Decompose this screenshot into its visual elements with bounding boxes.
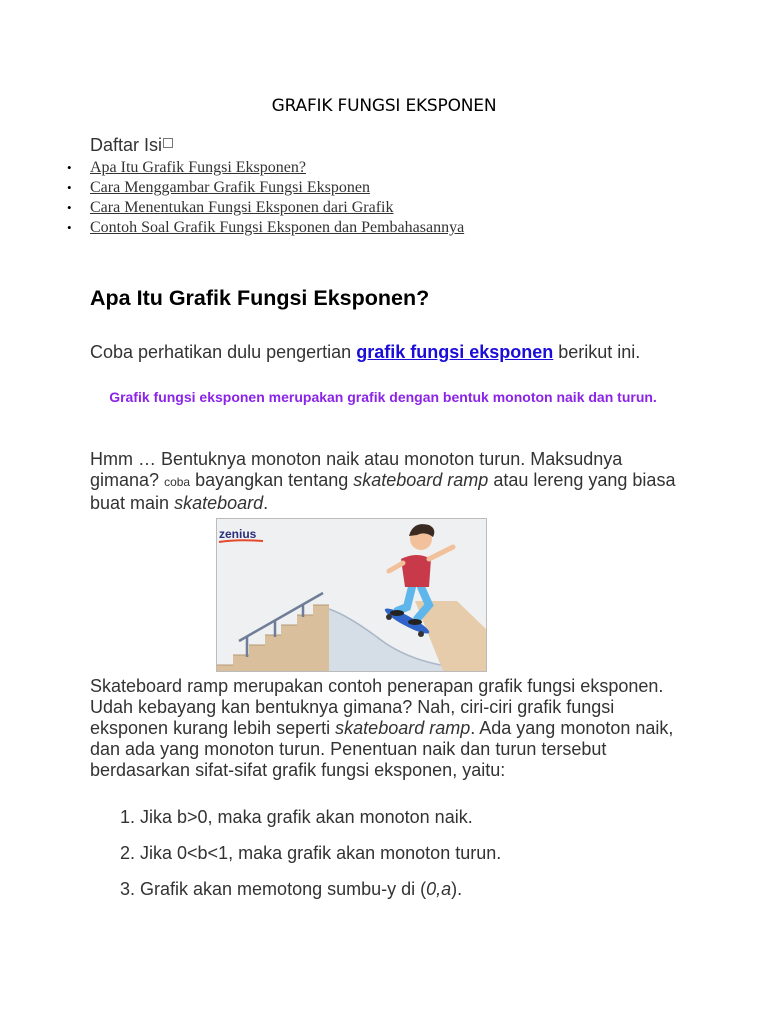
toc-toggle-icon[interactable] [163, 138, 173, 148]
list-item [90, 806, 501, 842]
p2-text-c: atau lereng yang biasa buat main [90, 470, 676, 513]
list-item-number: 2. [119, 843, 135, 863]
toc-link-cara-menggambar[interactable]: Cara Menggambar Grafik Fungsi Eksponen [90, 179, 370, 196]
document-title: GRAFIK FUNGSI EKSPONEN [271, 96, 497, 116]
toc-link-apa-itu[interactable]: Apa Itu Grafik Fungsi Eksponen? [90, 159, 306, 176]
explanation-paragraph [90, 449, 680, 514]
toc-item [90, 198, 464, 218]
list-item-text-before: Grafik akan memotong sumbu-y di ( [140, 879, 427, 899]
p3-emphasis-ramp: skateboard ramp [335, 718, 471, 738]
toc-item [90, 158, 464, 178]
p3-text-b: . Ada yang monoton naik, dan ada yang monoton turun. Penentuan naik dan turun tersebut berdasarkan sifat-sifat grafik fungsi eksponen, yaitu: [90, 718, 674, 780]
list-item-number: 3. [119, 879, 135, 899]
grafik-fungsi-eksponen-link[interactable]: grafik fungsi eksponen [356, 342, 554, 362]
toc-link-cara-menentukan[interactable]: Cara Menentukan Fungsi Eksponen dari Grafik [90, 199, 394, 216]
toc-item [90, 178, 464, 198]
list-item [90, 878, 501, 914]
intro-paragraph [90, 342, 680, 363]
list-item-text: Jika b>0, maka grafik akan monoton naik. [140, 807, 473, 827]
intro-text-before: Coba perhatikan dulu pengertian [90, 342, 357, 362]
p2-text-a: Hmm … Bentuknya monoton naik atau monoton turun. Maksudnya gimana? [90, 449, 623, 490]
skateboard-ramp-image [216, 518, 487, 672]
list-item [90, 842, 501, 878]
skateboard-illustration [217, 519, 486, 671]
table-of-contents [90, 158, 464, 238]
properties-list [90, 806, 501, 914]
list-item-text: Jika 0<b<1, maka grafik akan monoton turun. [140, 843, 502, 863]
p2-small-text: coba [164, 475, 191, 489]
ramp-explanation-paragraph [90, 676, 680, 781]
toc-heading [90, 135, 173, 156]
toc-link-contoh-soal[interactable]: Contoh Soal Grafik Fungsi Eksponen dan Pembahasannya [90, 219, 465, 236]
p2-text-d: . [263, 493, 269, 513]
p3-text-a: Skateboard ramp merupakan contoh penerapan grafik fungsi eksponen. Udah kebayang kan bentuknya gimana? Nah, ciri-ciri grafik fungsi eksponen kurang lebih seperti [90, 676, 664, 738]
toc-item [90, 218, 464, 238]
intro-text-after: berikut ini. [553, 342, 641, 362]
list-item-number: 1. [119, 807, 135, 827]
list-item-emphasis: 0,a [426, 879, 452, 899]
p2-emphasis-skateboard: skateboard [174, 493, 264, 513]
list-item-text-after: ). [451, 879, 463, 899]
p2-text-b: bayangkan tentang [190, 470, 354, 490]
definition-quote: Grafik fungsi eksponen merupakan grafik dengan bentuk monoton naik dan turun. [109, 389, 657, 405]
zenius-logo-text: zenius [219, 527, 257, 541]
p2-emphasis-ramp: skateboard ramp [353, 470, 489, 490]
section-heading: Apa Itu Grafik Fungsi Eksponen? [90, 286, 430, 310]
list-item-text [140, 879, 462, 899]
toc-heading-label: Daftar Isi [90, 135, 163, 155]
